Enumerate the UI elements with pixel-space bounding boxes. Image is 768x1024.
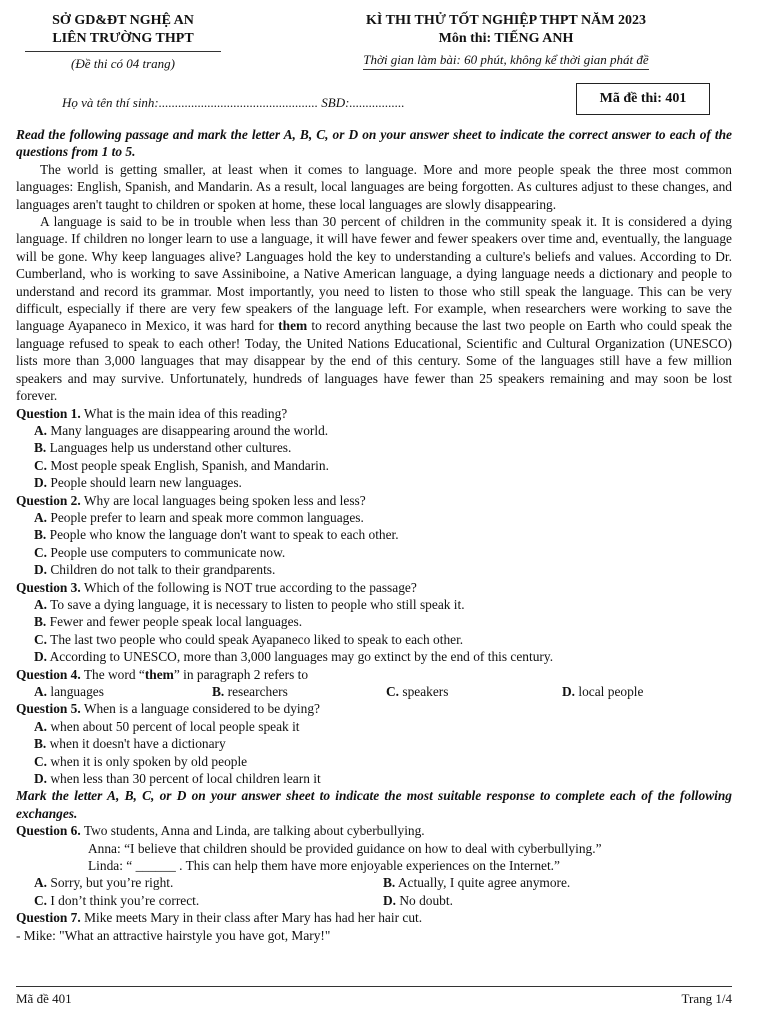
question-bold-word: them (144, 666, 174, 682)
question-7 (16, 909, 732, 926)
question-label: Question 4. (16, 666, 81, 682)
question-2 (16, 492, 732, 509)
exam-body (16, 126, 732, 944)
option: C. People use computers to communicate now. (34, 544, 286, 560)
option: C. The last two people who could speak Ayapaneco liked to speak to each other. (34, 631, 464, 647)
question-text: The word “ (80, 666, 145, 682)
exam-code-box: Mã đề thi: 401 (576, 83, 710, 115)
question-4-options (16, 683, 732, 700)
option: B. researchers (212, 684, 288, 699)
exam-time: Thời gian làm bài: 60 phút, không kể thời gian phát đề (363, 52, 648, 70)
question-6-options-row-1 (16, 874, 732, 891)
question-1 (16, 405, 732, 422)
para2-bold-word: them (278, 318, 308, 334)
option: B. Fewer and fewer people speak local languages. (34, 614, 303, 630)
option: C. I don’t think you’re correct. (34, 892, 200, 908)
option: C. speakers (386, 684, 449, 699)
footer-page-number: Trang 1/4 (681, 991, 732, 1006)
option: A. Sorry, but you’re right. (34, 875, 174, 891)
option: D. People should learn new languages. (34, 475, 242, 491)
question-6-options-row-2 (16, 892, 732, 909)
candidate-line: Họ và tên thí sinh:................................................. SBD:................. (62, 95, 405, 110)
option: B. Languages help us understand other cultures. (34, 440, 292, 456)
passage-paragraph-2 (16, 213, 732, 404)
option: A. Many languages are disappearing around the world. (34, 422, 329, 438)
question-5 (16, 700, 732, 717)
question-label: Question 6. (16, 823, 81, 839)
dialogue-linda: Linda: “ ______ . This can help them have more enjoyable experiences on the Internet.” (88, 858, 560, 874)
option: B. People who know the language don't want to speak to each other. (34, 527, 399, 543)
question-7-line: - Mike: "What an attractive hairstyle you have got, Mary!" (16, 927, 331, 943)
question-label: Question 1. (16, 405, 81, 421)
question-label: Question 3. (16, 579, 81, 595)
section2-instruction: Mark the letter A, B, C, or D on your answer sheet to indicate the most suitable response to complete each of the following exchanges. (16, 788, 732, 821)
question-4 (16, 666, 732, 683)
question-text: Two students, Anna and Linda, are talking about cyberbullying. (80, 823, 425, 839)
option: A. when about 50 percent of local people speak it (34, 718, 300, 734)
para2-text-b: to record anything because the last two people on Earth who could speak the language refused to speak to each other! Today, the United Nations Educational, Scientific and Cultural Organization (UNESCO) lists more than 3,000 languages that may disappear by the end of this century. Some of the languages still have a few million speakers and may survive. Unfortunately, hundreds of languages have fewer than 25 speakers remaining and may soon be lost forever. (16, 318, 732, 404)
question-text: Why are local languages being spoken less and less? (80, 492, 366, 508)
page-footer (16, 986, 732, 1007)
exam-subject: Môn thi: TIẾNG ANH (438, 31, 574, 46)
question-3 (16, 579, 732, 596)
option: D. when less than 30 percent of local children learn it (34, 771, 321, 787)
section1-instruction: Read the following passage and mark the letter A, B, C, or D on your answer sheet to indicate the correct answer to each of the questions from 1 to 5. (16, 127, 732, 160)
option: D. No doubt. (383, 892, 453, 908)
department-name: SỞ GD&ĐT NGHỆ AN (52, 13, 194, 28)
option: D. Children do not talk to their grandparents. (34, 562, 276, 578)
footer-exam-code: Mã đề 401 (16, 991, 72, 1006)
option: D. According to UNESCO, more than 3,000 languages may go extinct by the end of this century. (34, 649, 554, 665)
exam-title: KÌ THI THỬ TỐT NGHIỆP THPT NĂM 2023 (366, 13, 646, 28)
passage-paragraph-1: The world is getting smaller, at least when it comes to language. More and more people speak the three most common languages: English, Spanish, and Mandarin. As a result, local languages are being forgotten. As cultures adjust to these changes, and languages aren't taught to children or spoken at home, these local languages are slowly disappearing. (16, 161, 732, 212)
option: A. People prefer to learn and speak more common languages. (34, 509, 364, 525)
question-text: Which of the following is NOT true according to the passage? (80, 579, 417, 595)
pages-note: (Đề thi có 04 trang) (71, 56, 175, 71)
question-text: Mike meets Mary in their class after Mary has had her hair cut. (80, 910, 423, 926)
question-6 (16, 822, 732, 839)
exam-header (16, 12, 732, 110)
option: A. languages (34, 684, 104, 699)
option: C. when it is only spoken by old people (34, 753, 248, 769)
exam-page (16, 12, 732, 944)
para2-text-a: A language is said to be in trouble when less than 30 percent of children in the community speak it. It is considered a dying language. If children no longer learn to use a language, it will have fewer and fewer speakers over time and, eventually, the language will be gone. Why keep languages alive? Languages hold the key to understanding a culture's beliefs and values. According to Dr. Cumberland, who is working to save Assiniboine, a Native American language, a dying language needs a dictionary and people to understand and record its grammar. Most importantly, you need to listen to those who still speak the language. This can be very difficult, especially if there are very few speakers of the language left. For example, when researchers were working to save the language Ayapaneco in Mexico, it was hard for (16, 214, 732, 334)
school-name: LIÊN TRƯỜNG THPT (52, 31, 194, 46)
option: D. local people (562, 684, 644, 699)
question-label: Question 2. (16, 492, 81, 508)
header-rule (25, 51, 221, 52)
option: B. when it doesn't have a dictionary (34, 736, 226, 752)
question-label: Question 5. (16, 701, 81, 717)
question-label: Question 7. (16, 910, 81, 926)
question-text: When is a language considered to be dying? (80, 701, 320, 717)
question-list (16, 405, 732, 666)
question-text: What is the main idea of this reading? (80, 405, 288, 421)
question-text: ” in paragraph 2 refers to (173, 666, 309, 682)
header-right (306, 12, 706, 70)
option: A. To save a dying language, it is necessary to listen to people who still speak it. (34, 596, 465, 612)
option: B. Actually, I quite agree anymore. (383, 875, 571, 891)
option: C. Most people speak English, Spanish, and Mandarin. (34, 457, 329, 473)
dialogue-anna: Anna: “I believe that children should be provided guidance on how to deal with cyberbullying.” (88, 840, 602, 856)
header-left (16, 12, 230, 72)
